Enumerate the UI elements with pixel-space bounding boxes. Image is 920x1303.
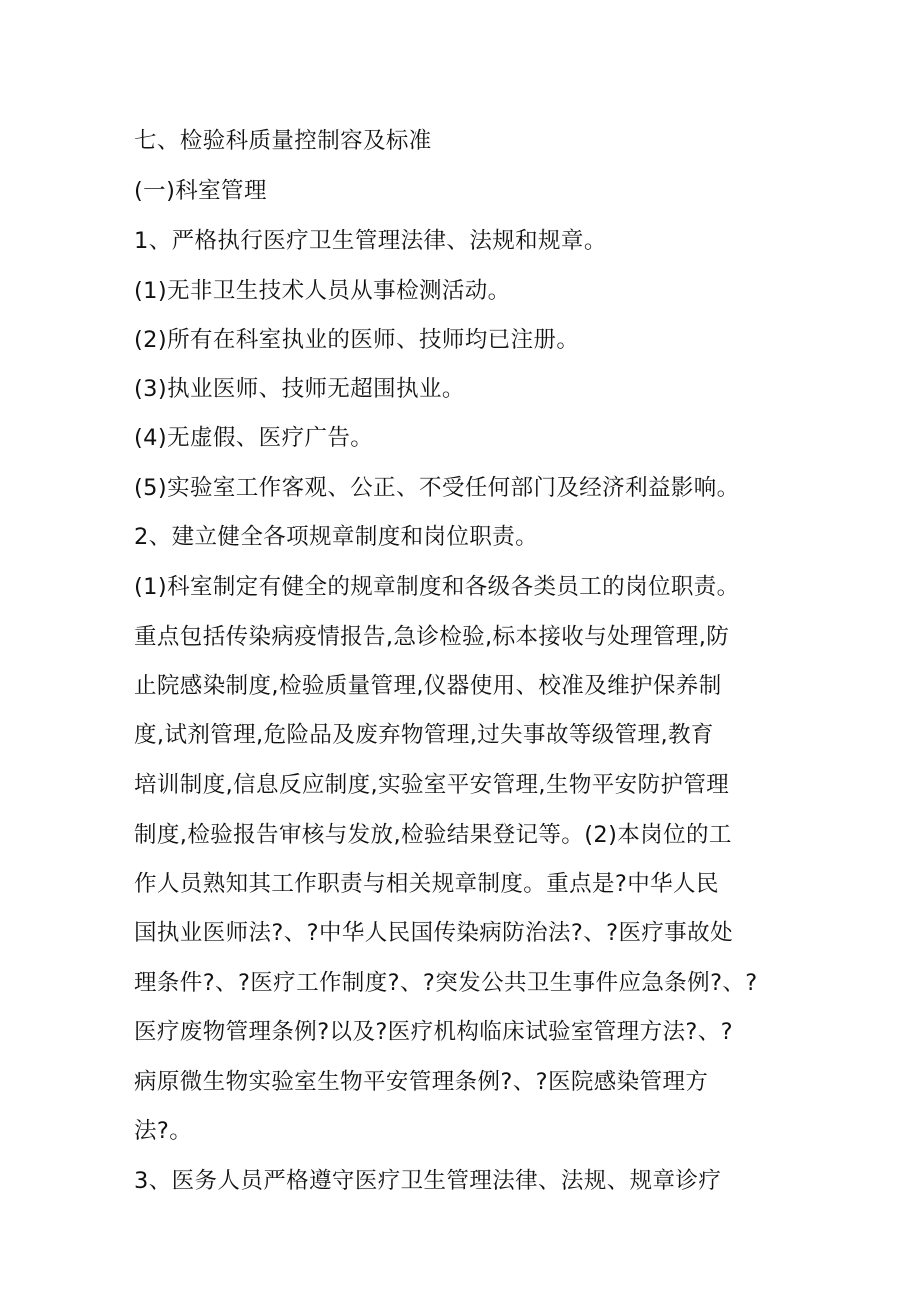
clause-2: 2、建立健全各项规章制度和岗位职责。: [134, 524, 539, 550]
paragraph-line: 法?。: [134, 1118, 193, 1144]
clause-1-item-2: (2)所有在科室执业的医师、技师均已注册。: [134, 327, 580, 353]
paragraph-line: 止院感染制度,检验质量管理,仪器使用、校准及维护保养制: [134, 673, 722, 699]
paragraph-line: 医疗废物管理条例?以及?医疗机构临床试验室管理方法?、?: [134, 1019, 733, 1045]
paragraph-line: 制度,检验报告审核与发放,检验结果登记等。(2)本岗位的工: [134, 822, 732, 848]
paragraph-line: 国执业医师法?、?中华人民国传染病防治法?、?医疗事故处: [134, 920, 733, 946]
paragraph-line: 病原微生物实验室生物平安管理条例?、?医院感染管理方: [134, 1069, 709, 1095]
paragraph-line: 作人员熟知其工作职责与相关规章制度。重点是?中华人民: [134, 871, 719, 897]
document-heading: 七、检验科质量控制容及标准: [134, 128, 432, 154]
clause-1: 1、严格执行医疗卫生管理法律、法规和规章。: [134, 228, 607, 254]
clause-1-item-4: (4)无虚假、医疗广告。: [134, 425, 374, 451]
paragraph-line: 重点包括传染病疫情报告,急诊检验,标本接收与处理管理,防: [134, 624, 730, 650]
paragraph-line: (1)科室制定有健全的规章制度和各级各类员工的岗位职责。: [134, 574, 740, 600]
paragraph-line: 培训制度,信息反应制度,实验室平安管理,生物平安防护管理: [134, 772, 730, 798]
clause-1-item-1: (1)无非卫生技术人员从事检测活动。: [134, 278, 511, 304]
paragraph-line: 度,试剂管理,危险品及废弃物管理,过失事故等级管理,教育: [134, 722, 714, 748]
clause-1-item-3: (3)执业医师、技师无超围执业。: [134, 376, 465, 402]
clause-1-item-5: (5)实验室工作客观、公正、不受任何部门及经济利益影响。: [134, 475, 740, 501]
section-title: (一)科室管理: [134, 178, 267, 204]
paragraph-line: 理条件?、?医疗工作制度?、?突发公共卫生事件应急条例?、?: [134, 970, 758, 996]
clause-3: 3、医务人员严格遵守医疗卫生管理法律、法规、规章诊疗: [134, 1168, 722, 1194]
